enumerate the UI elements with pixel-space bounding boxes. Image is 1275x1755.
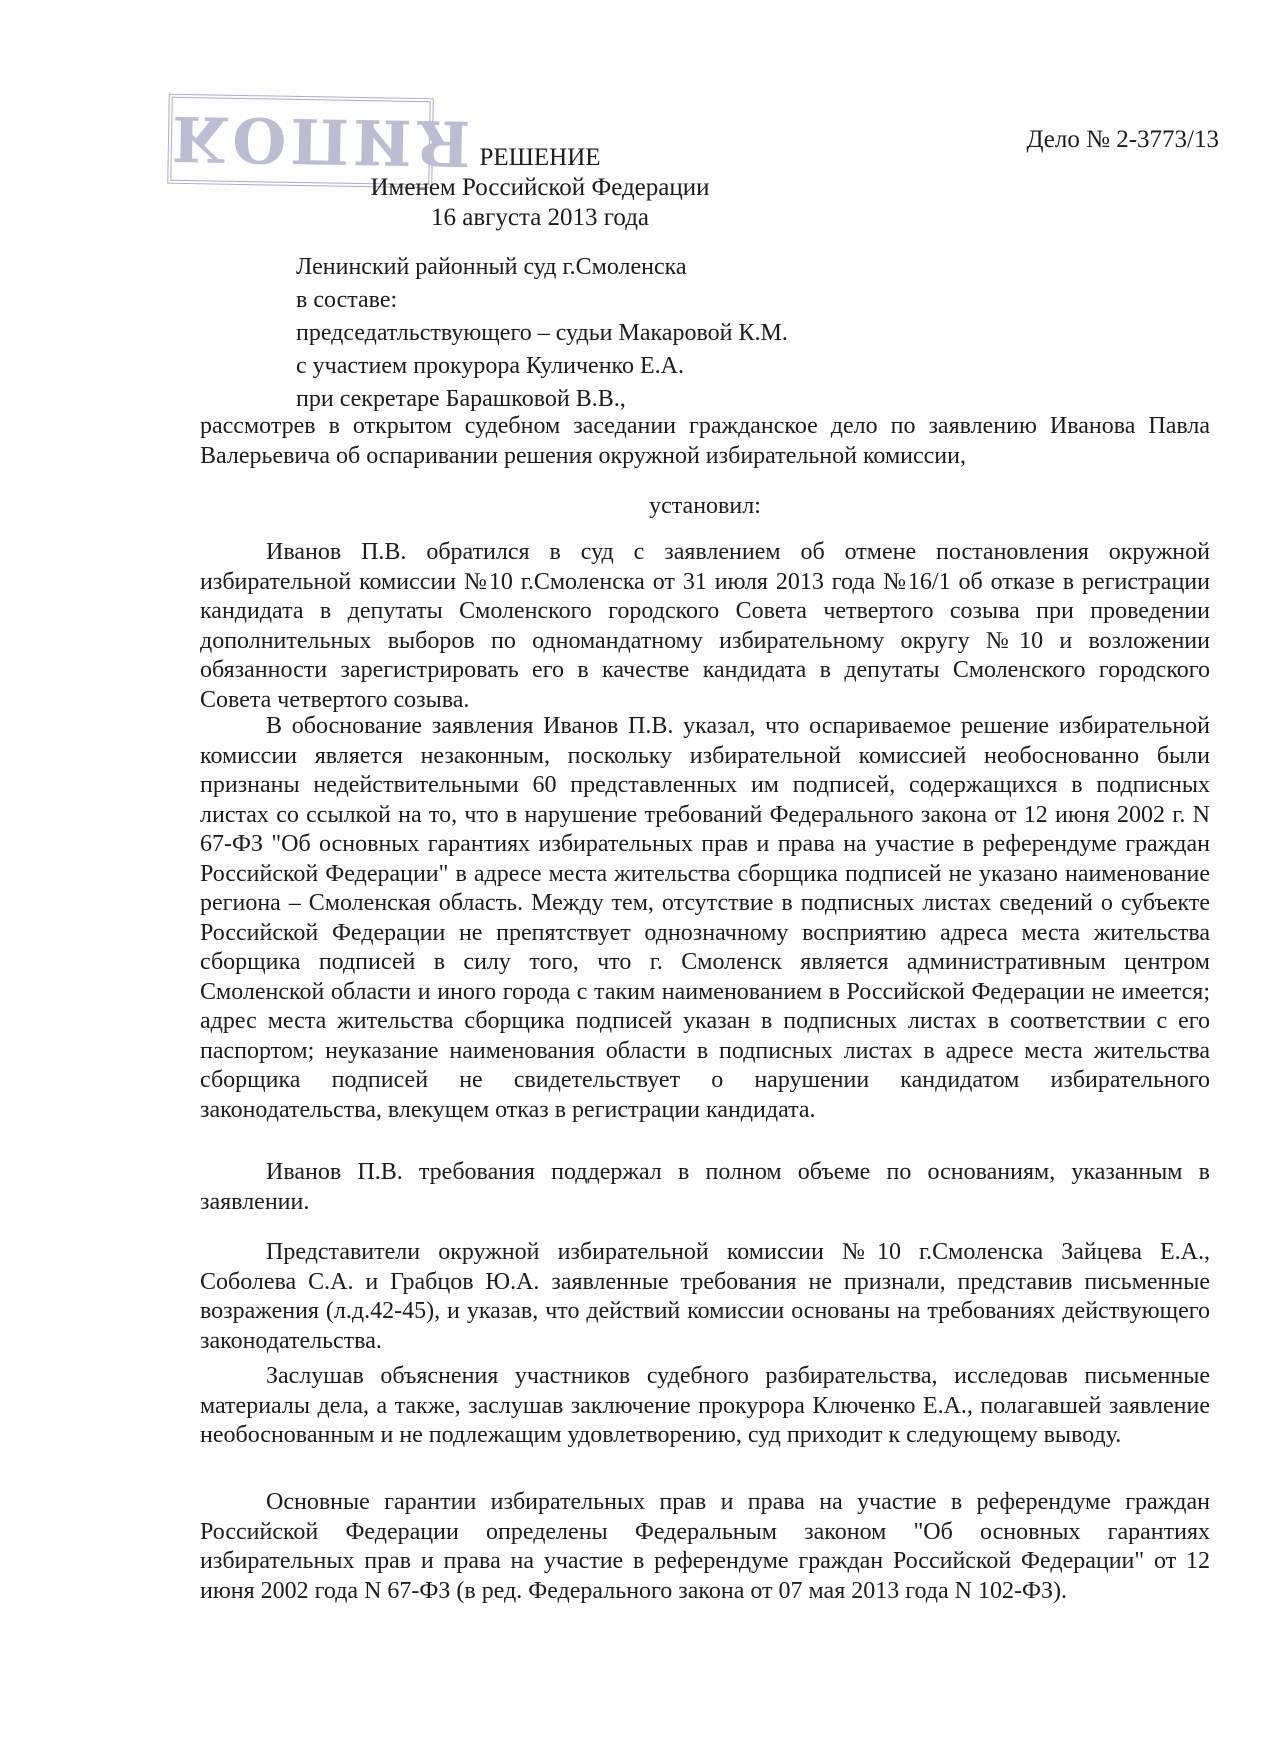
decision-subtitle: Именем Российской Федерации bbox=[370, 174, 710, 201]
decision-title: РЕШЕНИЕ bbox=[479, 144, 601, 171]
decision-heading bbox=[0, 143, 1275, 233]
court-secretary: при секретаре Барашковой В.В., bbox=[296, 386, 626, 412]
established-heading: установил: bbox=[649, 493, 761, 519]
paragraph-hearing: Заслушав объяснения участников судебного разбирательства, исследовав письменные материалы дела, а также, заслушав заключение прокурора Ключенко Е.А., полагавшей заявление необоснованным и не подлежащим удовлетворению, суд приходит к следующему выводу. bbox=[200, 1363, 1210, 1448]
court-composition bbox=[296, 251, 788, 416]
paragraph-support: Иванов П.В. требования поддержал в полном объеме по основаниям, указанным в заявлении. bbox=[200, 1159, 1210, 1215]
paragraph-law: Основные гарантии избирательных прав и права на участие в референдуме граждан Российской Федерации определены Федеральным законом "Об основных гарантиях избирательных прав и права на участие в референдуме граждан Российской Федерации" от 12 июня 2002 года N 67-ФЗ (в ред. Федерального закона от 07 мая 2013 года N 102-ФЗ). bbox=[200, 1489, 1210, 1604]
decision-date: 16 августа 2013 года bbox=[430, 204, 650, 231]
paragraph-grounds: В обоснование заявления Иванов П.В. указал, что оспариваемое решение избирательной комиссии является незаконным, поскольку избирательной комиссией необоснованно были признаны недействительными 60 представленных им подписей, содержащихся в подписных листах со ссылкой на то, что в нарушение требований Федерального закона от 12 июня 2002 г. N 67-ФЗ "Об основных гарантиях избирательных прав и права на участие в референдуме граждан Российской Федерации" в адресе места жительства сборщика подписей не указано наименование региона – Смоленская область. Между тем, отсутствие в подписных листах сведений о субъекте Российской Федерации не препятствует однозначному восприятию адреса места жительства сборщика подписей в силу того, что г. Смоленск является административным центром Смоленской области и иного города с таким наименованием в Российской Федерации не имеется; адрес места жительства сборщика подписей указан в подписных листах в соответствии с его паспортом; неуказание наименования области в подписных листах в адресе места жительства сборщика подписей не свидетельствует о нарушении кандидатом избирательного законодательства, влекущем отказ в регистрации кандидата. bbox=[200, 713, 1210, 1123]
paragraph-commission: Представители окружной избирательной комиссии №10 г.Смоленска Зайцева Е.А., Соболева С.А. и Грабцов Ю.А. заявленные требования не признали, представив письменные возражения (л.д.42-45), и указав, что действий комиссии основаны на требованиях действующего законодательства. bbox=[200, 1239, 1210, 1354]
case-number: Дело № 2-3773/13 bbox=[1026, 126, 1219, 153]
court-prosecutor: с участием прокурора Куличенко Е.А. bbox=[296, 353, 684, 379]
court-judge: председатльствующего – судьи Макаровой К.М. bbox=[296, 320, 788, 346]
intro-paragraph: рассмотрев в открытом судебном заседании гражданское дело по заявлению Иванова Павла Валерьевича об оспаривании решения окружной избирательной комиссии, bbox=[200, 413, 1210, 469]
court-composition-label: в составе: bbox=[296, 287, 398, 313]
court-name: Ленинский районный суд г.Смоленска bbox=[296, 254, 687, 280]
paragraph-claim: Иванов П.В. обратился в суд с заявлением об отмене постановления окружной избирательной комиссии №10 г.Смоленска от 31 июля 2013 года №16/1 об отказе в регистрации кандидата в депутаты Смоленского городского Совета четвертого созыва при проведении дополнительных выборов по одномандатному избирательному округу №10 и возложении обязанности зарегистрировать его в качестве кандидата в депутаты Смоленского городского Совета четвертого созыва. bbox=[200, 539, 1210, 713]
copy-stamp-text: КОПИЯ bbox=[171, 101, 475, 181]
